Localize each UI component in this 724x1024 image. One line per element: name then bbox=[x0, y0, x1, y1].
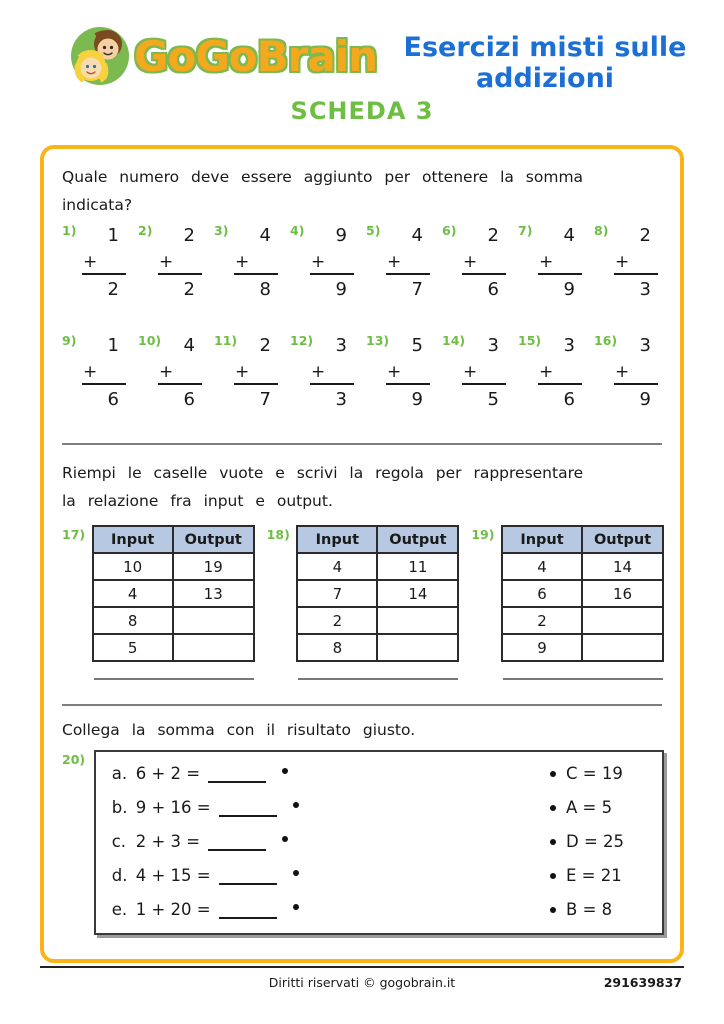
addend-value: 1 bbox=[107, 225, 119, 246]
sum-value: 9 bbox=[563, 279, 575, 300]
table-row bbox=[93, 580, 254, 607]
input-cell: 4 bbox=[93, 580, 173, 607]
table-row bbox=[297, 607, 458, 634]
missing-addend-blank[interactable] bbox=[82, 359, 126, 385]
problems-row-2 bbox=[62, 333, 664, 425]
addend-value: 4 bbox=[259, 225, 271, 246]
problem-number: 11) bbox=[214, 333, 238, 348]
answer-blank[interactable] bbox=[219, 815, 277, 817]
sum-value: 9 bbox=[411, 389, 423, 410]
sum-value: 2 bbox=[183, 279, 195, 300]
missing-addend-blank[interactable] bbox=[614, 249, 658, 275]
matching-box bbox=[94, 750, 664, 935]
input-cell: 8 bbox=[297, 634, 377, 661]
addend-value: 2 bbox=[183, 225, 195, 246]
problem-number: 4) bbox=[290, 223, 305, 238]
input-header: Input bbox=[297, 526, 377, 553]
problem-number: 10) bbox=[138, 333, 162, 348]
addition-problem-15 bbox=[518, 333, 585, 425]
output-cell-empty[interactable] bbox=[377, 607, 458, 634]
output-cell: 11 bbox=[377, 553, 458, 580]
worksheet-box bbox=[40, 145, 684, 963]
output-cell: 13 bbox=[173, 580, 254, 607]
result-option: A = 5 bbox=[566, 798, 613, 817]
table-row bbox=[93, 553, 254, 580]
plus-sign: + bbox=[311, 362, 326, 382]
addend-value: 3 bbox=[487, 335, 499, 356]
plus-sign: + bbox=[463, 362, 478, 382]
addend-value: 3 bbox=[563, 335, 575, 356]
output-header: Output bbox=[173, 526, 254, 553]
sum-value: 5 bbox=[487, 389, 499, 410]
result-option: C = 19 bbox=[566, 764, 623, 783]
gogobrain-logo bbox=[68, 24, 377, 88]
connector-dot-icon[interactable] bbox=[293, 802, 299, 808]
plus-sign: + bbox=[615, 252, 630, 272]
table-number: 18) bbox=[266, 527, 290, 542]
problem-number: 15) bbox=[518, 333, 542, 348]
addition-problem-16 bbox=[594, 333, 661, 425]
io-table-18 bbox=[267, 525, 460, 680]
result-option: E = 21 bbox=[566, 866, 622, 885]
match-row-d bbox=[112, 866, 642, 885]
page-footer bbox=[40, 966, 684, 996]
output-cell: 19 bbox=[173, 553, 254, 580]
problem-number: 8) bbox=[594, 223, 609, 238]
missing-addend-blank[interactable] bbox=[386, 359, 430, 385]
input-cell: 8 bbox=[93, 607, 173, 634]
missing-addend-blank[interactable] bbox=[462, 249, 506, 275]
page-title bbox=[392, 32, 698, 95]
table-row bbox=[297, 553, 458, 580]
plus-sign: + bbox=[463, 252, 478, 272]
sum-expression: 9 + 16 = bbox=[135, 798, 211, 817]
input-cell: 2 bbox=[297, 607, 377, 634]
sum-expression: 2 + 3 = bbox=[135, 832, 201, 851]
problem-number: 13) bbox=[366, 333, 390, 348]
addend-value: 4 bbox=[411, 225, 423, 246]
addition-problem-11 bbox=[214, 333, 281, 425]
table-row bbox=[93, 607, 254, 634]
addition-problem-6 bbox=[442, 223, 509, 315]
output-cell-empty[interactable] bbox=[582, 607, 663, 634]
problem-number: 14) bbox=[442, 333, 466, 348]
io-tables-row bbox=[62, 525, 664, 680]
input-cell: 4 bbox=[297, 553, 377, 580]
input-header: Input bbox=[502, 526, 582, 553]
item-letter: a. bbox=[111, 764, 128, 783]
addition-problem-13 bbox=[366, 333, 433, 425]
worksheet-code: 291639837 bbox=[603, 975, 682, 990]
missing-addend-blank[interactable] bbox=[538, 249, 582, 275]
addition-problem-7 bbox=[518, 223, 585, 315]
plus-sign: + bbox=[159, 252, 174, 272]
plus-sign: + bbox=[311, 252, 326, 272]
problem-number: 9) bbox=[62, 333, 77, 348]
addition-problem-14 bbox=[442, 333, 509, 425]
item-letter: e. bbox=[111, 900, 128, 919]
missing-addend-blank[interactable] bbox=[462, 359, 506, 385]
input-cell: 4 bbox=[502, 553, 582, 580]
addend-value: 5 bbox=[411, 335, 423, 356]
table-number: 17) bbox=[62, 527, 86, 542]
output-cell: 14 bbox=[377, 580, 458, 607]
output-cell: 16 bbox=[582, 580, 663, 607]
input-cell: 2 bbox=[502, 607, 582, 634]
sum-value: 8 bbox=[259, 279, 271, 300]
missing-addend-blank[interactable] bbox=[310, 359, 354, 385]
table-number: 19) bbox=[471, 527, 495, 542]
addition-problem-12 bbox=[290, 333, 357, 425]
missing-addend-blank[interactable] bbox=[386, 249, 430, 275]
copyright-text: Diritti riservati © gogobrain.it bbox=[268, 975, 456, 990]
section1-instruction: Quale numero deve essere aggiunto per ottenere la somma indicata? bbox=[62, 168, 584, 214]
output-header: Output bbox=[377, 526, 458, 553]
addition-problem-3 bbox=[214, 223, 281, 315]
problem-number: 3) bbox=[214, 223, 229, 238]
answer-blank[interactable] bbox=[208, 781, 266, 783]
section3-instruction: Collega la somma con il risultato giusto. bbox=[62, 721, 416, 739]
table-row bbox=[502, 553, 663, 580]
addend-value: 4 bbox=[183, 335, 195, 356]
section-divider-2 bbox=[62, 704, 662, 706]
answer-blank[interactable] bbox=[219, 883, 277, 885]
rule-writing-line[interactable] bbox=[298, 678, 458, 680]
plus-sign: + bbox=[83, 362, 98, 382]
addend-value: 9 bbox=[335, 225, 347, 246]
table-row bbox=[297, 634, 458, 661]
problem-number: 7) bbox=[518, 223, 533, 238]
connector-dot-icon[interactable] bbox=[550, 839, 556, 845]
output-cell-empty[interactable] bbox=[173, 607, 254, 634]
table-row bbox=[502, 580, 663, 607]
input-header: Input bbox=[93, 526, 173, 553]
missing-addend-blank[interactable] bbox=[234, 249, 278, 275]
addition-problem-8 bbox=[594, 223, 661, 315]
plus-sign: + bbox=[539, 362, 554, 382]
result-option: B = 8 bbox=[566, 900, 613, 919]
output-header: Output bbox=[582, 526, 663, 553]
plus-sign: + bbox=[159, 362, 174, 382]
sum-expression: 1 + 20 = bbox=[135, 900, 211, 919]
addend-value: 4 bbox=[563, 225, 575, 246]
io-table-19 bbox=[471, 525, 664, 680]
match-row-b bbox=[112, 798, 642, 817]
problem-number: 20) bbox=[62, 752, 86, 767]
input-cell: 6 bbox=[502, 580, 582, 607]
output-cell: 14 bbox=[582, 553, 663, 580]
sum-value: 9 bbox=[639, 389, 651, 410]
addend-value: 1 bbox=[107, 335, 119, 356]
addition-problem-10 bbox=[138, 333, 205, 425]
input-cell: 9 bbox=[502, 634, 582, 661]
rule-writing-line[interactable] bbox=[503, 678, 663, 680]
addend-value: 3 bbox=[335, 335, 347, 356]
item-letter: c. bbox=[111, 832, 127, 851]
plus-sign: + bbox=[235, 362, 250, 382]
sum-value: 6 bbox=[107, 389, 119, 410]
connector-dot-icon[interactable] bbox=[550, 907, 556, 913]
addition-problem-4 bbox=[290, 223, 357, 315]
page-title-line2: addizioni bbox=[475, 63, 615, 95]
connector-dot-icon[interactable] bbox=[282, 768, 288, 774]
plus-sign: + bbox=[83, 252, 98, 272]
problem-number: 2) bbox=[138, 223, 153, 238]
missing-addend-blank[interactable] bbox=[234, 359, 278, 385]
sum-value: 6 bbox=[563, 389, 575, 410]
plus-sign: + bbox=[539, 252, 554, 272]
answer-blank[interactable] bbox=[219, 917, 277, 919]
logo-kids-icon bbox=[68, 24, 132, 88]
problem-number: 5) bbox=[366, 223, 381, 238]
match-row-c bbox=[112, 832, 642, 851]
problem-number: 1) bbox=[62, 223, 77, 238]
missing-addend-blank[interactable] bbox=[158, 249, 202, 275]
io-table-17 bbox=[62, 525, 255, 680]
addend-value: 3 bbox=[639, 335, 651, 356]
connector-dot-icon[interactable] bbox=[282, 836, 288, 842]
output-cell-empty[interactable] bbox=[173, 634, 254, 661]
page-title-line1: Esercizi misti sulle bbox=[403, 32, 687, 63]
connector-dot-icon[interactable] bbox=[550, 873, 556, 879]
addend-value: 2 bbox=[487, 225, 499, 246]
plus-sign: + bbox=[615, 362, 630, 382]
input-cell: 5 bbox=[93, 634, 173, 661]
addition-problem-1 bbox=[62, 223, 129, 315]
table-row bbox=[93, 634, 254, 661]
problem-number: 6) bbox=[442, 223, 457, 238]
section-divider-1 bbox=[62, 443, 662, 445]
answer-blank[interactable] bbox=[208, 849, 266, 851]
sum-value: 9 bbox=[335, 279, 347, 300]
match-row-a bbox=[112, 764, 642, 783]
addend-value: 2 bbox=[259, 335, 271, 356]
output-cell-empty[interactable] bbox=[377, 634, 458, 661]
matching-exercise bbox=[62, 750, 664, 935]
missing-addend-blank[interactable] bbox=[614, 359, 658, 385]
output-cell-empty[interactable] bbox=[582, 634, 663, 661]
input-cell: 10 bbox=[93, 553, 173, 580]
sum-value: 7 bbox=[259, 389, 271, 410]
missing-addend-blank[interactable] bbox=[538, 359, 582, 385]
sum-value: 6 bbox=[487, 279, 499, 300]
sum-value: 6 bbox=[183, 389, 195, 410]
missing-addend-blank[interactable] bbox=[310, 249, 354, 275]
match-row-e bbox=[112, 900, 642, 919]
table-row bbox=[502, 634, 663, 661]
logo-text: GoGoBrain bbox=[134, 31, 378, 81]
table-row bbox=[502, 607, 663, 634]
plus-sign: + bbox=[387, 252, 402, 272]
connector-dot-icon[interactable] bbox=[293, 870, 299, 876]
sum-value: 7 bbox=[411, 279, 423, 300]
addition-problem-9 bbox=[62, 333, 129, 425]
addition-problem-2 bbox=[138, 223, 205, 315]
connector-dot-icon[interactable] bbox=[550, 805, 556, 811]
connector-dot-icon[interactable] bbox=[293, 904, 299, 910]
sum-value: 3 bbox=[639, 279, 651, 300]
section2-instruction: Riempi le caselle vuote e scrivi la regola per rappresentare la relazione fra input e output. bbox=[62, 464, 584, 510]
rule-writing-line[interactable] bbox=[94, 678, 254, 680]
plus-sign: + bbox=[387, 362, 402, 382]
addition-problem-5 bbox=[366, 223, 433, 315]
missing-addend-blank[interactable] bbox=[158, 359, 202, 385]
table-row bbox=[297, 580, 458, 607]
problems-row-1 bbox=[62, 223, 664, 315]
addend-value: 2 bbox=[639, 225, 651, 246]
result-option: D = 25 bbox=[566, 832, 625, 851]
sum-expression: 4 + 15 = bbox=[135, 866, 211, 885]
sum-value: 3 bbox=[335, 389, 347, 410]
missing-addend-blank[interactable] bbox=[82, 249, 126, 275]
item-letter: d. bbox=[111, 866, 128, 885]
sum-value: 2 bbox=[107, 279, 119, 300]
plus-sign: + bbox=[235, 252, 250, 272]
sheet-label: SCHEDA 3 bbox=[290, 97, 434, 125]
connector-dot-icon[interactable] bbox=[550, 771, 556, 777]
problem-number: 16) bbox=[594, 333, 618, 348]
item-letter: b. bbox=[111, 798, 128, 817]
problem-number: 12) bbox=[290, 333, 314, 348]
sum-expression: 6 + 2 = bbox=[135, 764, 201, 783]
input-cell: 7 bbox=[297, 580, 377, 607]
